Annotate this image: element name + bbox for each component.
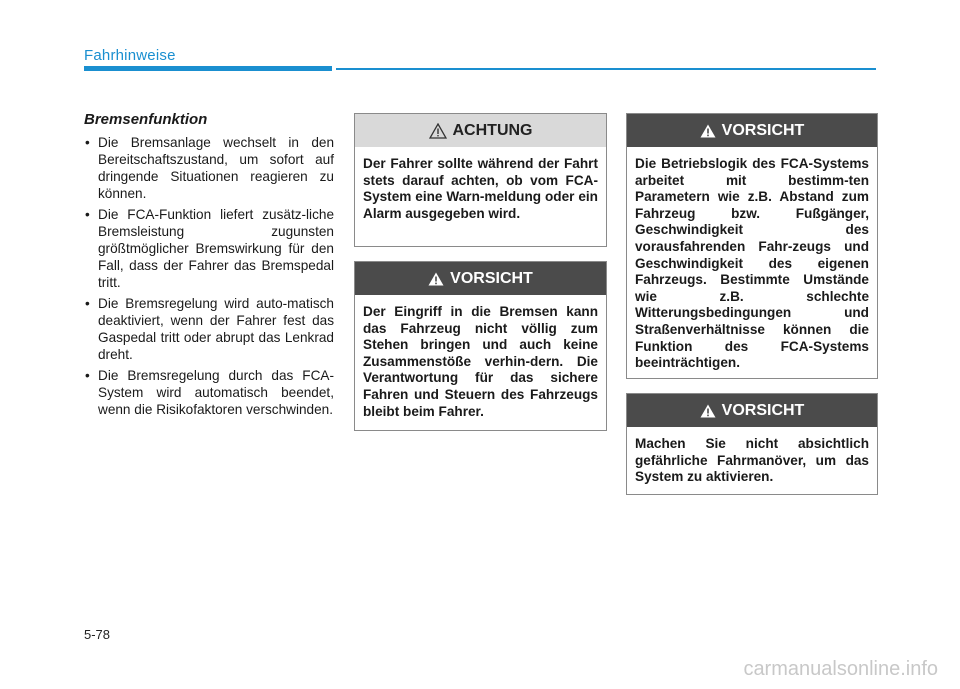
warning-outline-icon <box>429 123 447 139</box>
box-header <box>627 394 877 427</box>
box-header <box>355 114 606 147</box>
box-heading: ACHTUNG <box>452 121 533 139</box>
bullet-list <box>84 134 334 418</box>
box-header <box>627 114 877 147</box>
box-heading: VORSICHT <box>721 121 805 139</box>
achtung-box <box>354 113 607 247</box>
header-rule-thin <box>336 68 876 70</box>
vorsicht-box <box>626 393 878 495</box>
box-header <box>355 262 606 295</box>
vorsicht-box <box>626 113 878 379</box>
list-item: • Die Bremsanlage wechselt in den Bereitschaftszustand, um sofort auf dringende Situationen reagieren zu können. <box>84 134 334 202</box>
list-item: • Die FCA-Funktion liefert zusätz-liche Bremsleistung zugunsten größtmöglicher Bremswirkung für den Fall, dass der Fahrer das Bremspedal tritt. <box>84 206 334 291</box>
box-heading: VORSICHT <box>450 269 533 287</box>
warning-filled-icon <box>700 124 716 138</box>
box-text: Der Eingriff in die Bremsen kann das Fahrzeug nicht völlig zum Stehen bringen und auch keine Zusammenstöße verhin-dern. Die Verantwortung für das sichere Fahren und Steuern des Fahrzeugs bleibt beim Fahrer. <box>363 304 598 419</box>
section-title: Fahrhinweise <box>84 47 176 64</box>
list-item: • Die Bremsregelung wird auto-matisch deaktiviert, wenn der Fahrer fest das Gaspedal tritt oder abrupt das Lenkrad dreht. <box>84 295 334 363</box>
page-number: 5-78 <box>84 627 111 642</box>
box-heading: VORSICHT <box>721 401 805 419</box>
vorsicht-box <box>354 261 607 431</box>
list-item: • Die Bremsregelung durch das FCA-System wird automatisch beendet, wenn die Risikofaktoren verschwinden. <box>84 367 334 418</box>
box-text: Machen Sie nicht absichtlich gefährliche Fahrmanöver, um das System zu aktivieren. <box>635 436 869 485</box>
header-rule-thick <box>84 66 332 71</box>
watermark: carmanualsonline.info <box>743 658 938 680</box>
box-text: Die Betriebslogik des FCA-Systems arbeitet mit bestimm-ten Parametern wie z.B. Abstand zum Fahrzeug bzw. Fußgänger, Geschwindigkeit des vorausfahrenden Fahr-zeugs und Geschwindigkeit des eigenen Fahrzeugs. Bestimmte Umstände wie z.B. schlechte Witterungsbedingungen und Straßenverhältnisse können die Funktion des FCA-Systems beeinträchtigen. <box>635 156 869 371</box>
left-column <box>84 111 334 422</box>
warning-filled-icon <box>428 272 444 286</box>
subheading: Bremsenfunktion <box>84 111 208 128</box>
box-text: Der Fahrer sollte während der Fahrt stets darauf achten, ob vom FCA-System eine Warn-meldung oder ein Alarm ausgegeben wird. <box>363 156 598 221</box>
warning-filled-icon <box>700 404 716 418</box>
